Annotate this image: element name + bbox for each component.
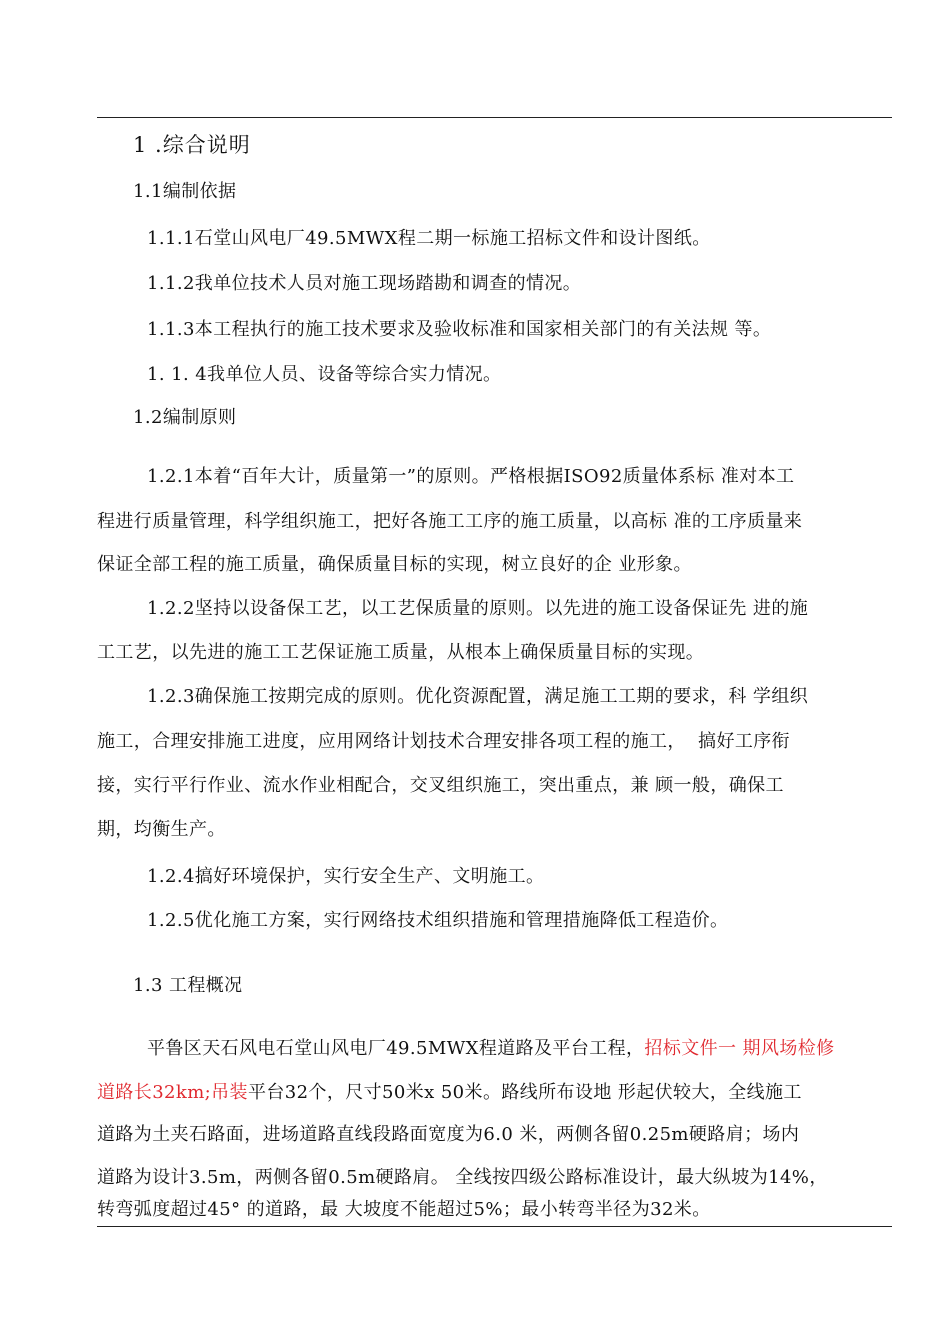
overview-text: 平台32个，尺寸50米x 50米。路线所布设地 形起伏较大，全线施工: [247, 1082, 802, 1103]
highlighted-text: 招标文件一 期风场检修: [644, 1038, 835, 1059]
overview-line-2: [97, 1081, 802, 1105]
overview-line-1: [147, 1037, 835, 1061]
principle-1-line-3: 保证全部工程的施工质量，确保质量目标的实现，树立良好的企 业形象。: [97, 554, 692, 575]
principle-3-line-1: 1.2.3确保施工按期完成的原则。优化资源配置，满足施工工期的要求，科 学组织: [147, 686, 809, 707]
heading-1-2: 1.2编制原则: [133, 407, 237, 428]
basis-item-2: 1.1.2我单位技术人员对施工现场踏勘和调查的情况。: [147, 273, 582, 294]
principle-2-line-1: 1.2.2坚持以设备保工艺，以工艺保质量的原则。以先进的施工设备保证先 进的施: [147, 598, 809, 619]
principle-1-line-2: 程进行质量管理，科学组织施工，把好各施工工序的施工质量，以高标 准的工序质量来: [97, 511, 803, 532]
heading-1-1: 1.1编制依据: [133, 181, 237, 202]
basis-item-3: 1.1.3本工程执行的施工技术要求及验收标准和国家相关部门的有关法规 等。: [147, 319, 772, 340]
principle-3-line-3: 接，实行平行作业、流水作业相配合，交叉组织施工，突出重点，兼 顾一般，确保工: [97, 775, 784, 796]
basis-item-1: 1.1.1石堂山风电厂49.5MWX程二期一标施工招标文件和设计图纸。: [147, 228, 711, 249]
principle-2-line-2: 工工艺，以先进的施工工艺保证施工质量，从根本上确保质量目标的实现。: [97, 642, 705, 663]
overview-line-3: 道路为土夹石路面，进场道路直线段路面宽度为6.0 米，两侧各留0.25m硬路肩；场内: [97, 1124, 800, 1145]
principle-5: 1.2.5优化施工方案，实行网络技术组织措施和管理措施降低工程造价。: [147, 910, 729, 931]
heading-1-3: 1.3 工程概况: [133, 975, 243, 996]
overview-line-5: 转弯弧度超过45° 的道路，最 大坡度不能超过5%；最小转弯半径为32米。: [97, 1199, 711, 1220]
principle-3-line-4: 期，均衡生产。: [97, 819, 226, 840]
bottom-rule: [97, 1226, 892, 1227]
overview-text: 平鲁区天石风电石堂山风电厂49.5MWX程道路及平台工程，: [147, 1038, 645, 1059]
principle-3-line-2: 施工，合理安排施工进度，应用网络计划技术合理安排各项工程的施工， 搞好工序衔: [97, 731, 791, 752]
highlighted-text: 道路长32km;吊装: [97, 1082, 248, 1103]
principle-1-line-1: 1.2.1本着“百年大计，质量第一”的原则。严格根据ISO92质量体系标 准对本工: [147, 466, 795, 487]
section-title: 1 .综合说明: [133, 133, 251, 157]
principle-4: 1.2.4搞好环境保护，实行安全生产、文明施工。: [147, 866, 545, 887]
overview-line-4: 道路为设计3.5m，两侧各留0.5m硬路肩。 全线按四级公路标准设计，最大纵坡为14%，: [97, 1167, 828, 1188]
top-rule: [97, 117, 892, 118]
basis-item-4: 1. 1. 4我单位人员、设备等综合实力情况。: [147, 364, 502, 385]
